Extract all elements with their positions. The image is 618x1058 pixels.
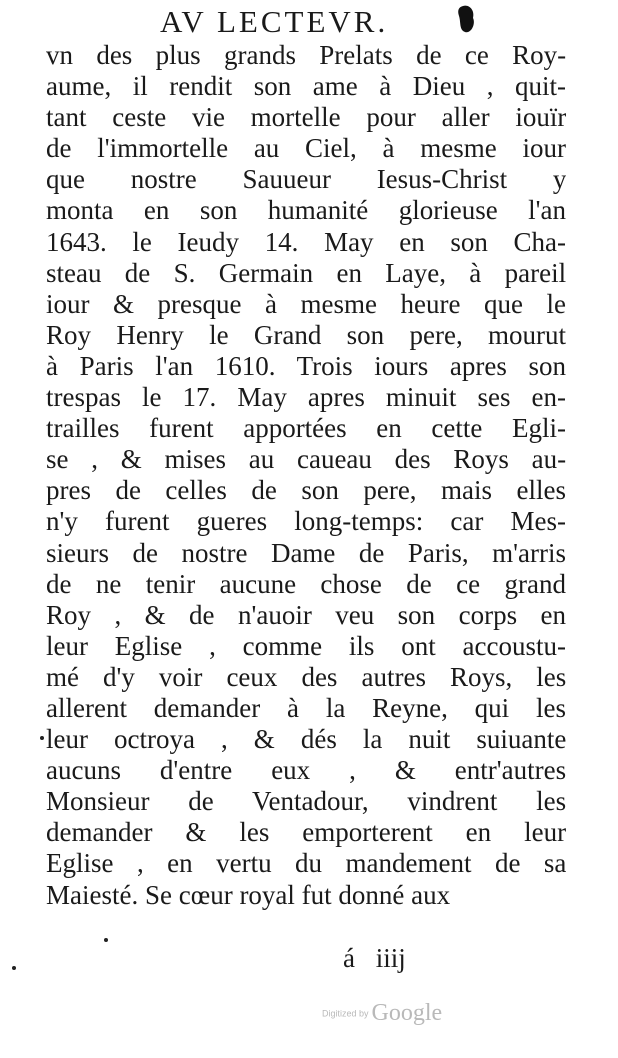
text-line: Maiesté. Se cœur royal fut donné aux [46,879,451,910]
stray-dot-mark [12,966,16,970]
text-line: n'y furent gueres long-temps: car Mes- [46,506,566,537]
text-line: pres de celles de son pere, mais elles [46,475,566,506]
text-line: Monsieur de Ventadour, vindrent les [46,786,566,817]
text-line: monta en son humanité glorieuse l'an [46,195,566,226]
text-line: vn des plus grands Prelats de ce Roy- [46,40,566,70]
text-line: trailles furent apportées en cette Egli- [46,413,566,444]
body-text [46,40,566,911]
text-line: aume, il rendit son ame à Dieu , quit- [46,71,566,102]
text-line: tant ceste vie mortelle pour aller iouïr [46,102,566,133]
text-line: steau de S. Germain en Laye, à pareil [46,257,566,288]
watermark-brand: Google [371,1000,443,1026]
text-line: Roy , & de n'auoir veu son corps en [46,599,566,630]
text-line: mé d'y voir ceux des autres Roys, les [46,661,566,692]
text-line: 1643. le Ieudy 14. May en son Cha- [46,226,566,257]
text-line: Roy Henry le Grand son pere, mourut [46,319,566,350]
text-line: sieurs de nostre Dame de Paris, m'arris [46,537,566,568]
watermark-prefix: Digitized by [322,1008,369,1019]
text-line: se , & mises au caueau des Roys au- [46,444,566,475]
digitized-watermark [322,1000,482,1030]
text-line: demander & les emporterent en leur [46,817,566,848]
text-line: leur octroya , & dés la nuit suiuante [46,724,566,755]
text-line: allerent demander à la Reyne, qui les [46,692,566,723]
stray-dot-mark [104,938,108,942]
text-line: Eglise , en vertu du mandement de sa [46,848,566,879]
text-line: que nostre Sauueur Iesus-Christ y [46,164,566,195]
text-line: iour & presque à mesme heure que le [46,288,566,319]
text-line: à Paris l'an 1610. Trois iours apres son [46,350,566,381]
stray-dot-mark [40,736,44,740]
text-line: de ne tenir aucune chose de ce grand [46,568,566,599]
text-line: trespas le 17. May apres minuit ses en- [46,382,566,413]
signature-mark: á iiij [343,943,406,973]
text-line: aucuns d'entre eux , & entr'autres [46,755,566,786]
ink-blot-mark [455,4,477,36]
text-line: leur Eglise , comme ils ont accoustu- [46,630,566,661]
running-title: AV LECTEVR. [160,4,389,39]
text-line: de l'immortelle au Ciel, à mesme iour [46,133,566,164]
